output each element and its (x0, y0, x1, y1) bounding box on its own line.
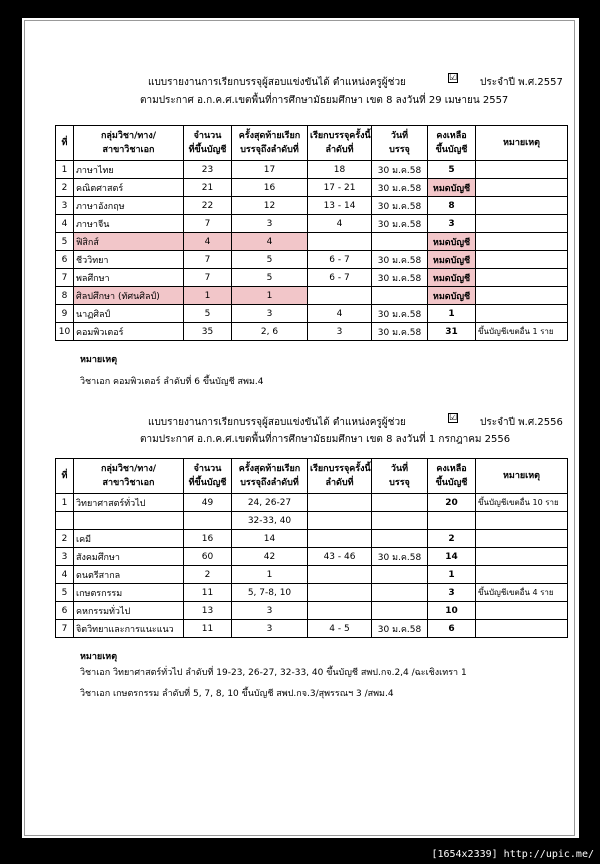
cell-no: 5 (56, 233, 74, 251)
cell-date: 30 ม.ค.58 (372, 269, 428, 287)
cell-now: 43 - 46 (308, 548, 372, 566)
table-row (56, 602, 568, 620)
report1-subtitle: ตามประกาศ อ.ก.ค.ศ.เขตพื้นที่การศึกษามัธยมศึกษา เขต 8 ลงวันที่ 29 เมษายน 2557 (140, 95, 509, 106)
cell-no: 9 (56, 305, 74, 323)
cell-subject: ฟิสิกส์ (74, 233, 184, 251)
cell-count: 13 (184, 602, 232, 620)
cell-date (372, 566, 428, 584)
table-row (56, 197, 568, 215)
table-header-row (56, 126, 568, 161)
column-header: ที่ (56, 459, 74, 494)
cell-date: 30 ม.ค.58 (372, 197, 428, 215)
cell-note: ขึ้นบัญชีเขตอื่น 1 ราย (476, 323, 568, 341)
cell-last: 3 (232, 602, 308, 620)
cell-note (476, 233, 568, 251)
cell-note (476, 548, 568, 566)
cell-last: 12 (232, 197, 308, 215)
cell-count: 23 (184, 161, 232, 179)
cell-remain: 2 (428, 530, 476, 548)
cell-date: 30 ม.ค.58 (372, 215, 428, 233)
cell-no (56, 512, 74, 530)
report2-subtitle: ตามประกาศ อ.ก.ค.ศ.เขตพื้นที่การศึกษามัธยมศึกษา เขต 8 ลงวันที่ 1 กรกฎาคม 2556 (140, 434, 511, 445)
cell-last: 42 (232, 548, 308, 566)
cell-subject: สังคมศึกษา (74, 548, 184, 566)
cell-note (476, 512, 568, 530)
cell-date: 30 ม.ค.58 (372, 323, 428, 341)
cell-now: 4 (308, 215, 372, 233)
cell-remain: หมดบัญชี (428, 287, 476, 305)
cell-no: 4 (56, 215, 74, 233)
column-header: ที่ (56, 126, 74, 161)
cell-note (476, 530, 568, 548)
report1-year: ประจำปี พ.ศ.2557 (480, 77, 563, 88)
cell-now (308, 512, 372, 530)
cell-note (476, 566, 568, 584)
cell-now: 18 (308, 161, 372, 179)
cell-date: 30 ม.ค.58 (372, 305, 428, 323)
cell-now: 17 - 21 (308, 179, 372, 197)
column-header: คงเหลือ ขึ้นบัญชี (428, 126, 476, 161)
column-header: เรียกบรรจุครั้งนี้ ลำดับที่ (308, 126, 372, 161)
cell-count: 21 (184, 179, 232, 197)
cell-count: 7 (184, 269, 232, 287)
table-row (56, 161, 568, 179)
table-row (56, 584, 568, 602)
report1-note-1: วิชาเอก คอมพิวเตอร์ ลำดับที่ 6 ขึ้นบัญชี สพม.4 (80, 377, 264, 387)
checkbox-icon: ☑ (449, 73, 458, 83)
cell-no: 7 (56, 620, 74, 638)
table-row (56, 305, 568, 323)
table-row (56, 287, 568, 305)
cell-note (476, 269, 568, 287)
cell-no: 6 (56, 602, 74, 620)
cell-date: 30 ม.ค.58 (372, 620, 428, 638)
cell-date: 30 ม.ค.58 (372, 161, 428, 179)
table-row (56, 179, 568, 197)
cell-last: 1 (232, 566, 308, 584)
cell-note: ขึ้นบัญชีเขตอื่น 10 ราย (476, 494, 568, 512)
report1-notes-title: หมายเหตุ (80, 355, 118, 365)
table-row (56, 233, 568, 251)
table-row (56, 530, 568, 548)
report2-note-1: วิชาเอก วิทยาศาสตร์ทั่วไป ลำดับที่ 19-23, 26-27, 32-33, 40 ขึ้นบัญชี สพป.กจ.2,4 /ฉะเชิงเทรา 1 (80, 668, 467, 678)
cell-count: 49 (184, 494, 232, 512)
cell-no: 6 (56, 251, 74, 269)
cell-no: 1 (56, 494, 74, 512)
cell-subject: ดนตรีสากล (74, 566, 184, 584)
cell-remain: 1 (428, 305, 476, 323)
cell-subject: คณิตศาสตร์ (74, 179, 184, 197)
cell-subject (74, 512, 184, 530)
report2-note-2: วิชาเอก เกษตรกรรม ลำดับที่ 5, 7, 8, 10 ขึ้นบัญชี สพป.กจ.3/สุพรรณฯ 3 /สพม.4 (80, 689, 394, 699)
cell-count: 35 (184, 323, 232, 341)
cell-subject: นาฏศิลป์ (74, 305, 184, 323)
cell-remain: 14 (428, 548, 476, 566)
cell-last: 5 (232, 251, 308, 269)
cell-note (476, 602, 568, 620)
cell-now (308, 566, 372, 584)
column-header: กลุ่มวิชา/ทาง/ สาขาวิชาเอก (74, 459, 184, 494)
cell-note (476, 251, 568, 269)
cell-note (476, 215, 568, 233)
cell-no: 10 (56, 323, 74, 341)
cell-count: 22 (184, 197, 232, 215)
cell-no: 5 (56, 584, 74, 602)
cell-no: 3 (56, 197, 74, 215)
cell-now (308, 602, 372, 620)
cell-now: 3 (308, 323, 372, 341)
image-source-footer: [1654x2339] http://upic.me/ (431, 849, 594, 860)
cell-last: 3 (232, 215, 308, 233)
cell-remain: หมดบัญชี (428, 233, 476, 251)
cell-date: 30 ม.ค.58 (372, 179, 428, 197)
table-row (56, 251, 568, 269)
table-row (56, 323, 568, 341)
table-row (56, 494, 568, 512)
report1-table (55, 125, 568, 341)
table-row (56, 269, 568, 287)
cell-remain: 8 (428, 197, 476, 215)
cell-date (372, 287, 428, 305)
cell-now: 4 (308, 305, 372, 323)
cell-note: ขึ้นบัญชีเขตอื่น 4 ราย (476, 584, 568, 602)
report2-title: แบบรายงานการเรียกบรรจุผู้สอบแข่งขันได้ ตำแหน่งครูผู้ช่วย (148, 417, 406, 428)
cell-date: 30 ม.ค.58 (372, 548, 428, 566)
cell-count: 5 (184, 305, 232, 323)
cell-last: 5 (232, 269, 308, 287)
cell-note (476, 305, 568, 323)
cell-subject: พลศึกษา (74, 269, 184, 287)
cell-subject: เกษตรกรรม (74, 584, 184, 602)
cell-now: 6 - 7 (308, 269, 372, 287)
cell-subject: จิตวิทยาและการแนะแนว (74, 620, 184, 638)
cell-remain: 31 (428, 323, 476, 341)
cell-subject: วิทยาศาสตร์ทั่วไป (74, 494, 184, 512)
cell-date (372, 584, 428, 602)
cell-now (308, 494, 372, 512)
column-header: เรียกบรรจุครั้งนี้ ลำดับที่ (308, 459, 372, 494)
cell-date (372, 494, 428, 512)
cell-now: 4 - 5 (308, 620, 372, 638)
column-header: วันที่ บรรจุ (372, 126, 428, 161)
report2-table (55, 458, 568, 638)
cell-remain: 3 (428, 584, 476, 602)
cell-remain: หมดบัญชี (428, 251, 476, 269)
cell-note (476, 179, 568, 197)
cell-no: 2 (56, 530, 74, 548)
cell-subject: คหกรรมทั่วไป (74, 602, 184, 620)
cell-remain: 5 (428, 161, 476, 179)
cell-date (372, 530, 428, 548)
cell-remain: 3 (428, 215, 476, 233)
cell-last: 17 (232, 161, 308, 179)
cell-last: 14 (232, 530, 308, 548)
cell-count: 16 (184, 530, 232, 548)
cell-subject: ศิลปศึกษา (ทัศนศิลป์) (74, 287, 184, 305)
cell-last: 3 (232, 620, 308, 638)
cell-last: 24, 26-27 (232, 494, 308, 512)
cell-count: 7 (184, 251, 232, 269)
cell-remain: 1 (428, 566, 476, 584)
cell-now: 13 - 14 (308, 197, 372, 215)
cell-last: 5, 7-8, 10 (232, 584, 308, 602)
cell-count: 11 (184, 584, 232, 602)
column-header: หมายเหตุ (476, 126, 568, 161)
table-row (56, 566, 568, 584)
table-row (56, 512, 568, 530)
report2-year: ประจำปี พ.ศ.2556 (480, 417, 563, 428)
cell-now (308, 530, 372, 548)
cell-subject: เคมี (74, 530, 184, 548)
cell-no: 7 (56, 269, 74, 287)
cell-no: 3 (56, 548, 74, 566)
cell-subject: ภาษาไทย (74, 161, 184, 179)
cell-count: 60 (184, 548, 232, 566)
column-header: ครั้งสุดท้ายเรียก บรรจุถึงลำดับที่ (232, 126, 308, 161)
cell-now (308, 584, 372, 602)
table-header-row (56, 459, 568, 494)
column-header: จำนวน ที่ขึ้นบัญชี (184, 126, 232, 161)
cell-remain: 10 (428, 602, 476, 620)
cell-last: 2, 6 (232, 323, 308, 341)
cell-count (184, 512, 232, 530)
cell-date (372, 602, 428, 620)
cell-note (476, 161, 568, 179)
cell-count: 4 (184, 233, 232, 251)
cell-now: 6 - 7 (308, 251, 372, 269)
cell-subject: ชีววิทยา (74, 251, 184, 269)
column-header: วันที่ บรรจุ (372, 459, 428, 494)
cell-note (476, 620, 568, 638)
cell-last: 32-33, 40 (232, 512, 308, 530)
cell-note (476, 197, 568, 215)
cell-remain: 20 (428, 494, 476, 512)
cell-last: 4 (232, 233, 308, 251)
cell-date (372, 512, 428, 530)
column-header: คงเหลือ ขึ้นบัญชี (428, 459, 476, 494)
report1-title: แบบรายงานการเรียกบรรจุผู้สอบแข่งขันได้ ตำแหน่งครูผู้ช่วย (148, 77, 406, 88)
cell-remain: หมดบัญชี (428, 269, 476, 287)
checkbox-icon: ☑ (449, 413, 458, 423)
table-row (56, 548, 568, 566)
cell-last: 16 (232, 179, 308, 197)
column-header: หมายเหตุ (476, 459, 568, 494)
cell-remain (428, 512, 476, 530)
cell-count: 7 (184, 215, 232, 233)
cell-no: 2 (56, 179, 74, 197)
table-row (56, 215, 568, 233)
cell-no: 8 (56, 287, 74, 305)
cell-remain: หมดบัญชี (428, 179, 476, 197)
column-header: จำนวน ที่ขึ้นบัญชี (184, 459, 232, 494)
cell-subject: คอมพิวเตอร์ (74, 323, 184, 341)
cell-date: 30 ม.ค.58 (372, 251, 428, 269)
column-header: ครั้งสุดท้ายเรียก บรรจุถึงลำดับที่ (232, 459, 308, 494)
cell-no: 4 (56, 566, 74, 584)
cell-last: 1 (232, 287, 308, 305)
cell-subject: ภาษาจีน (74, 215, 184, 233)
column-header: กลุ่มวิชา/ทาง/ สาขาวิชาเอก (74, 126, 184, 161)
cell-count: 1 (184, 287, 232, 305)
cell-subject: ภาษาอังกฤษ (74, 197, 184, 215)
cell-count: 11 (184, 620, 232, 638)
cell-remain: 6 (428, 620, 476, 638)
cell-count: 2 (184, 566, 232, 584)
cell-note (476, 287, 568, 305)
cell-last: 3 (232, 305, 308, 323)
cell-now (308, 287, 372, 305)
cell-now (308, 233, 372, 251)
cell-date (372, 233, 428, 251)
table-row (56, 620, 568, 638)
report2-notes-title: หมายเหตุ (80, 652, 118, 662)
cell-no: 1 (56, 161, 74, 179)
